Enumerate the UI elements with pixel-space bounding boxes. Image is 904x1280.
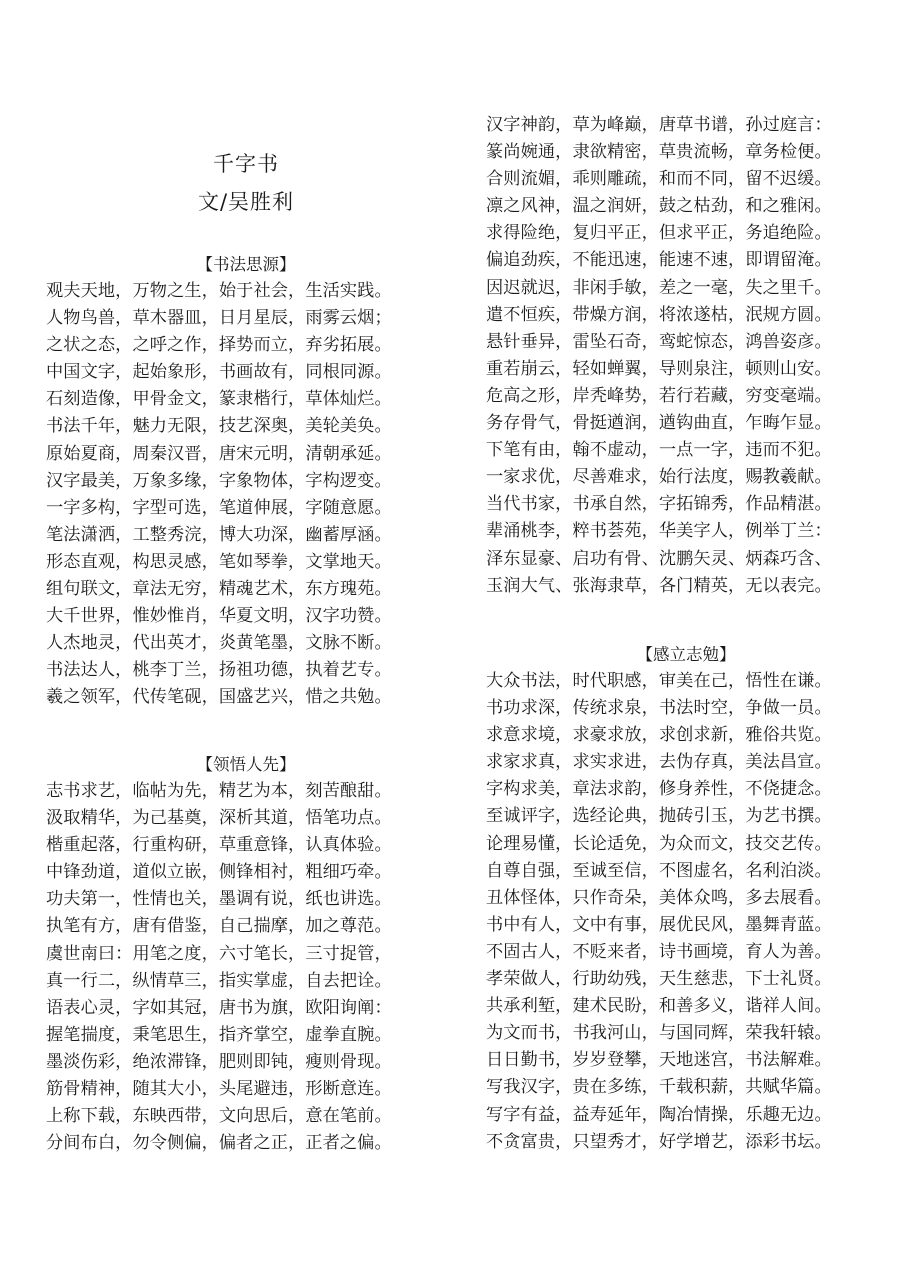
poem-line: 书法达人，桃李丁兰，扬祖功德，执着艺专。	[46, 660, 392, 681]
poem-line: 楷重起落，行重构研，草重意锋，认真体验。	[46, 835, 392, 856]
poem-line: 一家求优，尽善难求，始行法度，赐教羲献。	[486, 467, 832, 488]
poem-line: 写字有益，益寿延年，陶冶情操，乐趣无边。	[486, 1104, 832, 1125]
poem-line: 玉润大气、张海隶草，各门精英，无以表完。	[486, 575, 832, 596]
poem-line: 不贪富贵，只望秀才，好学增艺，添彩书坛。	[486, 1131, 832, 1152]
poem-line: 共承利堑，建术民盼，和善多义，谐祥人间。	[486, 996, 832, 1017]
poem-line: 论理易懂，长论适免，为众而文，技交艺传。	[486, 833, 832, 854]
poem-lines	[486, 668, 896, 1156]
page-title: 千字书	[213, 152, 279, 176]
poem-line: 丑体怪体，只作奇朵，美体众鸣，多去展看。	[486, 887, 832, 908]
section-continuation	[486, 112, 896, 600]
section-heading: 【书法思源】	[196, 255, 296, 274]
poem-line: 之状之态，之呼之作，择势而立，弃劣拓展。	[46, 335, 392, 356]
poem-line: 功夫第一，性情也关，墨调有说，纸也讲选。	[46, 889, 392, 910]
poem-line: 汲取精华，为己基奠，深析其道，悟笔功点。	[46, 808, 392, 829]
poem-line: 组句联文，章法无穷，精魂艺术，东方瑰苑。	[46, 579, 392, 600]
poem-lines	[46, 278, 456, 712]
poem-line: 篆尚婉通，隶欲精密，草贵流畅，章务检便。	[486, 142, 832, 163]
poem-line: 求家求真，求实求进，去伪存真，美法昌宣。	[486, 752, 832, 773]
poem-line: 自尊自强，至诚至信，不图虚名，名利泊淡。	[486, 860, 832, 881]
poem-line: 务存骨气，骨挺遒润，遒钩曲直，乍晦乍显。	[486, 413, 832, 434]
poem-line: 羲之领军，代传笔砚，国盛艺兴，惜之共勉。	[46, 687, 392, 708]
section-heading: 【领悟人先】	[196, 755, 296, 774]
poem-line: 为文而书，书我河山，与国同辉，荣我轩辕。	[486, 1023, 832, 1044]
poem-line: 执笔有方，唐有借鉴，自己揣摩，加之尊范。	[46, 916, 392, 937]
poem-line: 日日勤书，岁岁登攀，天地迷宫，书法解难。	[486, 1050, 832, 1071]
poem-line: 凛之风神，温之润妍，鼓之枯劲，和之雅闲。	[486, 196, 832, 217]
poem-line: 汉字神韵，草为峰巅，唐草书谱，孙过庭言：	[486, 115, 832, 135]
poem-line: 筋骨精神，随其大小，头尾避违，形断意连。	[46, 1079, 392, 1100]
poem-line: 孝荣做人，行助幼残，天生慈悲，下士礼贤。	[486, 969, 832, 990]
poem-line: 汉字最美，万象多缘，字象物体，字构逻变。	[46, 470, 392, 491]
poem-line: 中国文字，起始象形，书画故有，同根同源。	[46, 362, 392, 383]
poem-line: 当代书家，书承自然，字拓锦秀，作品精湛。	[486, 494, 832, 515]
poem-line: 写我汉字，贵在多练，千载积薪，共赋华篇。	[486, 1077, 832, 1098]
section-heading: 【感立志勉】	[636, 645, 736, 664]
poem-line: 至诚评字，选经论典，抛砖引玉，为艺书撰。	[486, 806, 832, 827]
section-ganli-zhimian	[486, 641, 896, 1156]
poem-lines	[46, 778, 456, 1157]
poem-line: 笔法潇洒，工整秀浣，博大功深，幽蓄厚涵。	[46, 524, 392, 545]
author-line: 文/吴胜利	[197, 190, 295, 214]
poem-line: 书法千年，魅力无限，技艺深奥，美轮美奂。	[46, 416, 392, 437]
poem-line: 书功求深，传统求泉，书法时空，争做一员。	[486, 698, 832, 719]
poem-line: 人物鸟兽，草木器皿，日月星辰，雨雾云烟；	[46, 308, 392, 329]
poem-line: 书中有人，文中有事，展优民风，墨舞青蓝。	[486, 914, 832, 935]
poem-line: 下笔有由，翰不虚动，一点一字，违而不犯。	[486, 440, 832, 461]
poem-line: 合则流媚，乖则雕疏，和而不同，留不迟缓。	[486, 169, 832, 190]
poem-line: 求得险绝，复归平正，但求平正，务追绝险。	[486, 223, 832, 244]
poem-line: 字构求美，章法求韵，修身养性，不侥捷念。	[486, 779, 832, 800]
section-lingwu-renxian	[46, 751, 456, 1157]
poem-line: 真一行二，纵情草三，指实掌虚，自去把诠。	[46, 970, 392, 991]
poem-line: 分间布白，勿令侧偏，偏者之正，正者之偏。	[46, 1133, 392, 1154]
section-shufa-siyuan	[46, 251, 456, 712]
poem-line: 大千世界，惟妙惟肖，华夏文明，汉字功赞。	[46, 606, 392, 627]
poem-line: 悬针垂异，雷坠石奇，鸾蛇惊态，鸿兽姿彦。	[486, 331, 832, 352]
poem-line: 偏追劲疾，不能迅速，能速不速，即谓留淹。	[486, 250, 832, 271]
poem-line: 危高之形，岸秃峰势，若行若藏，穷变毫端。	[486, 385, 832, 406]
poem-line: 泽东显豪、启功有骨、沈鹏矢灵、炳森巧含、	[486, 548, 832, 569]
poem-line: 墨淡伤彩，绝浓滞锋，肥则即钝，瘦则骨现。	[46, 1051, 392, 1072]
poem-line: 重若崩云，轻如蝉翼，导则泉注，顿则山安。	[486, 358, 832, 379]
poem-line: 求意求境，求豪求放，求创求新，雅俗共览。	[486, 725, 832, 746]
poem-line: 一字多构，字型可选，笔道伸展，字随意愿。	[46, 497, 392, 518]
poem-line: 观夫天地，万物之生，始于社会，生活实践。	[46, 281, 392, 301]
poem-lines	[486, 112, 896, 600]
poem-line: 形态直观，构思灵感，笔如琴拳，文掌地天。	[46, 551, 392, 572]
poem-line: 因迟就迟，非闲手敏，差之一毫，失之里千。	[486, 277, 832, 298]
poem-line: 中锋劲道，道似立嵌，侧锋相衬，粗细巧牵。	[46, 862, 392, 883]
poem-line: 石刻造像，甲骨金文，篆隶楷行，草体灿烂。	[46, 389, 392, 410]
poem-line: 不固古人，不贬来者，诗书画境，育人为善。	[486, 941, 832, 962]
poem-line: 语表心灵，字如其冠，唐书为旗，欧阳询阐：	[46, 997, 392, 1018]
poem-line: 上称下载，东映西带，文向思后，意在笔前。	[46, 1106, 392, 1127]
poem-line: 握笔揣度，秉笔思生，指齐掌空，虚拳直腕。	[46, 1024, 392, 1045]
poem-line: 原始夏商，周秦汉晋，唐宋元明，清朝承延。	[46, 443, 392, 464]
poem-line: 虞世南曰：用笔之度，六寸笔长，三寸捉管，	[46, 943, 392, 964]
poem-line: 人杰地灵，代出英才，炎黄笔墨，文脉不断。	[46, 633, 392, 654]
poem-line: 辈涌桃李，粹书荟苑，华美字人，例举丁兰：	[486, 521, 832, 542]
poem-line: 志书求艺，临帖为先，精艺为本，刻苦酿甜。	[46, 781, 392, 801]
poem-line: 大众书法，时代职感，审美在己，悟性在谦。	[486, 671, 832, 691]
poem-line: 遣不恒疾，带燥方润，将浓遂枯，泯规方圆。	[486, 304, 832, 325]
